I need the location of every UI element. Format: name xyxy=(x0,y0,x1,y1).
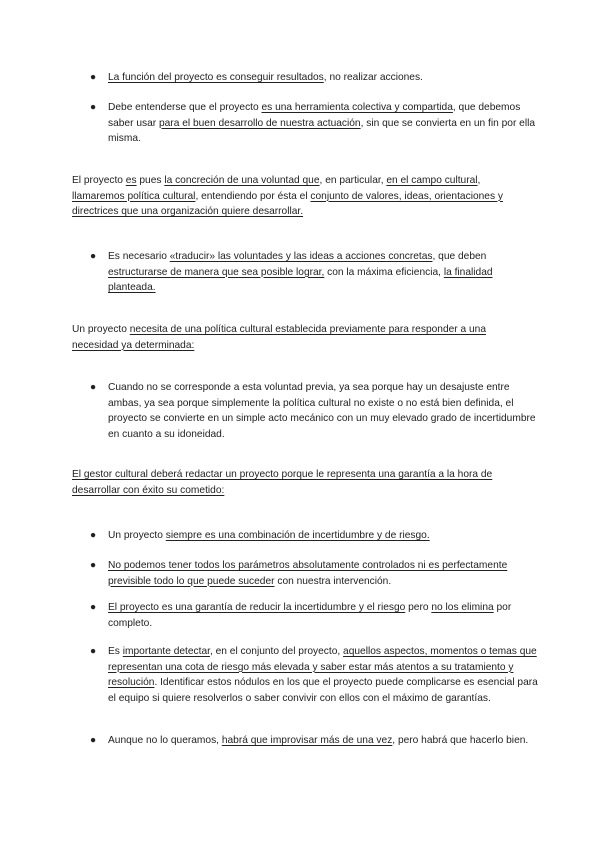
text-run: Un proyecto xyxy=(108,530,166,541)
text-run: , xyxy=(477,175,481,186)
paragraph xyxy=(72,467,534,498)
underlined-text: conjunto de valores, ideas, orientaciones y directrices que una organización quiere desarrollar. xyxy=(72,190,503,218)
bullet-item xyxy=(90,249,540,296)
text-run: , que deben xyxy=(432,251,487,262)
bullet-item xyxy=(90,733,540,749)
text-run: Es xyxy=(108,646,123,657)
underlined-text: llamaremos política cultural xyxy=(72,190,196,202)
underlined-text: no los elimina xyxy=(431,602,494,613)
text-run: , entendiendo por ésta el xyxy=(195,190,311,202)
bullet-text xyxy=(108,249,540,296)
text-run: con la máxima eficiencia, xyxy=(324,266,444,278)
bullet-text xyxy=(108,644,540,706)
bullet-icon: ● xyxy=(90,251,97,262)
bullet-text xyxy=(108,558,540,589)
text-run: , no realizar acciones. xyxy=(323,72,423,83)
bullet-text xyxy=(108,70,540,86)
bullet-item xyxy=(90,100,540,147)
underlined-text: la finalidad planteada. xyxy=(108,266,493,294)
underlined-text: aquellos aspectos, momentos o temas que representan una cota de riesgo más elevada y saber estar más atentos a su tratamiento y resolución xyxy=(108,646,537,689)
bullet-item xyxy=(90,70,540,86)
bullet-icon: ● xyxy=(90,382,97,393)
text-run: Un proyecto xyxy=(72,324,130,335)
underlined-text: siempre es una combinación de incertidumbre y de riesgo. xyxy=(165,530,430,541)
text-run: Debe entenderse que el proyecto xyxy=(108,102,262,113)
underlined-text: habrá que improvisar más de una vez xyxy=(221,735,393,746)
text-run: con nuestra intervención. xyxy=(274,575,392,587)
underlined-text: es una herramienta colectiva y compartida xyxy=(261,102,453,113)
text-run: pero xyxy=(405,602,432,613)
bullet-icon: ● xyxy=(90,560,97,571)
bullet-text xyxy=(108,528,540,544)
text-run: Aunque no lo queramos, xyxy=(108,735,222,746)
underlined-text: es xyxy=(125,175,137,186)
paragraph xyxy=(72,173,534,220)
underlined-text: importante detectar xyxy=(122,646,210,657)
bullet-icon: ● xyxy=(90,102,97,113)
bullet-item xyxy=(90,600,540,631)
bullet-icon: ● xyxy=(90,530,97,541)
bullet-text xyxy=(108,100,540,147)
bullet-icon: ● xyxy=(90,602,97,613)
underlined-text: El gestor cultural deberá redactar un proyecto porque le representa una garantía a la hora de desarrollar con éxito su cometido: xyxy=(72,469,493,496)
text-run: por completo. xyxy=(108,602,512,629)
underlined-text: La función del proyecto es conseguir resultados xyxy=(108,72,324,83)
text-run: Cuando no se corresponde a esta voluntad previa, ya sea porque hay un desajuste entre ambas, ya sea porque simplemente la política cultural no existe o no está bien definida, el proyecto se convierte en un simple acto mecánico con un muy elevado grado de incertidumbre en cuanto a su idoneidad. xyxy=(108,382,536,440)
underlined-text: El proyecto es una garantía de reducir la incertidumbre y el riesgo xyxy=(108,602,406,613)
bullet-item xyxy=(90,558,540,589)
bullet-text xyxy=(108,733,540,749)
underlined-text: No podemos tener todos los parámetros absolutamente controlados ni es perfectamente previsible todo lo que puede suceder xyxy=(108,560,508,587)
bullet-text xyxy=(108,380,540,442)
bullet-icon: ● xyxy=(90,735,97,746)
bullet-icon: ● xyxy=(90,72,97,83)
text-run: . Identificar estos nódulos en los que el proyecto puede complicarse es esencial para el equipo si quiere resolverlos o saber convivir con ellos con el máximo de garantías. xyxy=(108,677,538,704)
underlined-text: la concreción de una voluntad que xyxy=(164,175,320,186)
text-run: , que debemos saber usar xyxy=(108,102,521,129)
bullet-item xyxy=(90,380,540,442)
underlined-text: «traducir» las voluntades y las ideas a acciones concretas xyxy=(169,251,433,262)
underlined-text: estructurarse de manera que sea posible lograr, xyxy=(108,266,325,278)
text-run: El proyecto xyxy=(72,175,126,186)
bullet-item xyxy=(90,528,540,544)
bullet-icon: ● xyxy=(90,646,97,657)
underlined-text: en el campo cultural xyxy=(386,175,478,186)
text-run: Es necesario xyxy=(108,251,170,262)
underlined-text: necesita de una política cultural establecida previamente para responder a una necesidad ya determinada: xyxy=(72,324,486,351)
paragraph xyxy=(72,322,534,353)
text-run: , sin que se convierta en un fin por ella misma. xyxy=(108,117,536,145)
text-run: , en particular, xyxy=(319,175,387,186)
bullet-item xyxy=(90,644,540,706)
bullet-text xyxy=(108,600,540,631)
text-run: pues xyxy=(136,175,165,186)
underlined-text: para el buen desarrollo de nuestra actuación xyxy=(158,117,361,129)
text-run: , en el conjunto del proyecto, xyxy=(209,646,344,657)
text-run: , pero habrá que hacerlo bien. xyxy=(392,735,529,746)
